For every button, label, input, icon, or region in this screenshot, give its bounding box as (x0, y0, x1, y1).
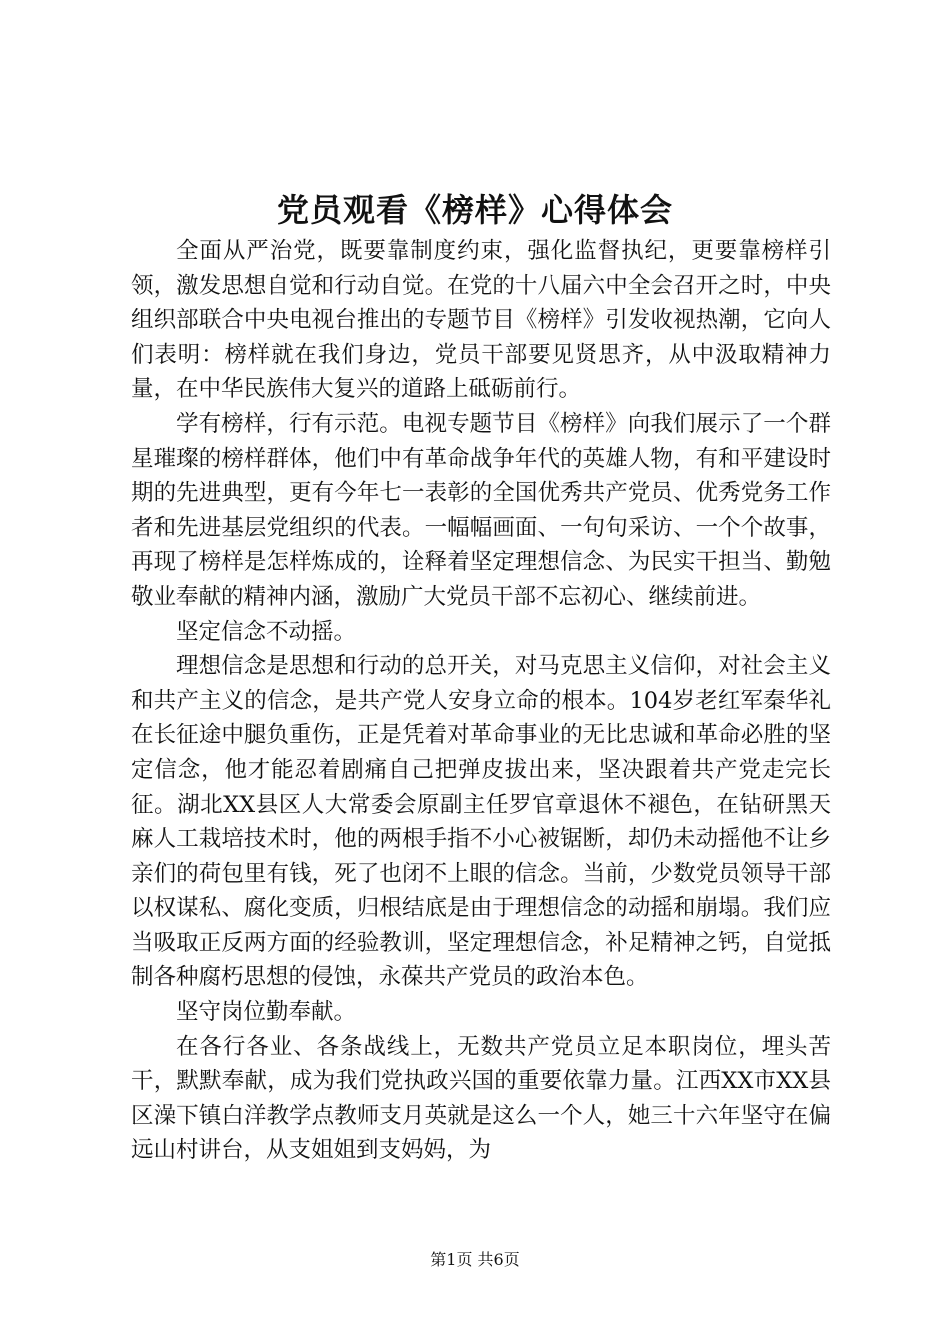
paragraph-4: 在各行各业、各条战线上，无数共产党员立足本职岗位，埋头苦干，默默奉献，成为我们党执政兴国的重要依靠力量。江西XX市XX县区澡下镇白洋教学点教师支月英就是这么一个人，她三十六年坚守在偏远山村讲台，从支姐姐到支妈妈，为 (131, 1033, 831, 1164)
section-heading-1: 坚定信念不动摇。 (176, 618, 357, 645)
paragraph-3: 理想信念是思想和行动的总开关，对马克思主义信仰，对社会主义和共产主义的信念，是共产党人安身立命的根本。104岁老红军秦华礼在长征途中腿负重伤，正是凭着对革命事业的无比忠诚和革命必胜的坚定信念，他才能忍着剧痛自己把弹皮拔出来，坚决跟着共产党走完长征。湖北XX县区人大常委会原副主任罗官章退休不褪色，在钻研黑天麻人工栽培技术时，他的两根手指不小心被锯断，却仍未动摇他不让乡亲们的荷包里有钱，死了也闭不上眼的信念。当前，少数党员领导干部以权谋私、腐化变质，归根结底是由于理想信念的动摇和崩塌。我们应当吸取正反两方面的经验教训，坚定理想信念，补足精神之钙，自觉抵制各种腐朽思想的侵蚀，永葆共产党员的政治本色。 (131, 653, 831, 991)
document-title: 党员观看《榜样》心得体会 (276, 191, 673, 229)
paragraph-1: 全面从严治党，既要靠制度约束，强化监督执纪，更要靠榜样引领，激发思想自觉和行动自觉。在党的十八届六中全会召开之时，中央组织部联合中央电视台推出的专题节目《榜样》引发收视热潮，它向人们表明：榜样就在我们身边，党员干部要见贤思齐，从中汲取精神力量，在中华民族伟大复兴的道路上砥砺前行。 (131, 238, 831, 403)
paragraph-2: 学有榜样，行有示范。电视专题节目《榜样》向我们展示了一个群星璀璨的榜样群体，他们中有革命战争年代的英雄人物，有和平建设时期的先进典型，更有今年七一表彰的全国优秀共产党员、优秀党务工作者和先进基层党组织的代表。一幅幅画面、一句句采访、一个个故事，再现了榜样是怎样炼成的，诠释着坚定理想信念、为民实干担当、勤勉敬业奉献的精神内涵，激励广大党员干部不忘初心、继续前进。 (131, 410, 831, 610)
section-heading-2: 坚守岗位勤奉献。 (176, 999, 357, 1026)
page-footer: 第1页 共6页 (430, 1250, 520, 1269)
document-body (131, 234, 831, 1168)
